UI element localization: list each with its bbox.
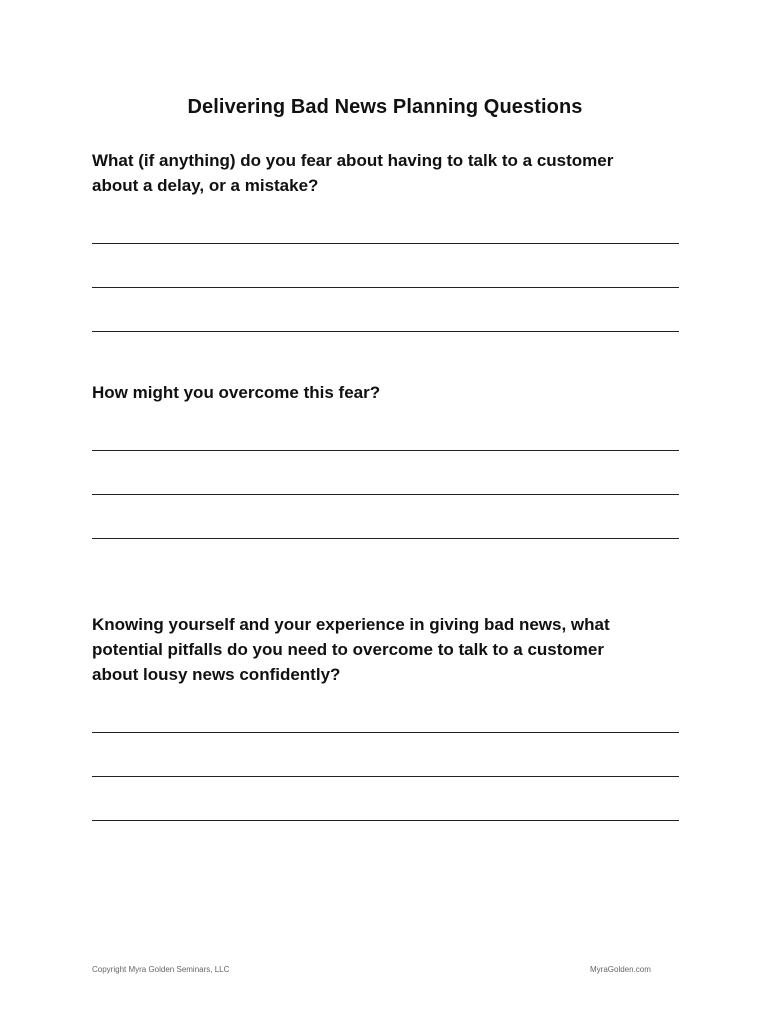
answer-line-2-1[interactable] xyxy=(92,450,679,451)
page-title: Delivering Bad News Planning Questions xyxy=(187,96,583,118)
answer-line-3-1[interactable] xyxy=(92,732,679,733)
answer-line-1-3[interactable] xyxy=(92,331,679,332)
question-2: How might you overcome this fear? xyxy=(92,383,381,402)
answer-line-2-2[interactable] xyxy=(92,494,679,495)
footer-copyright: Copyright Myra Golden Seminars, LLC xyxy=(92,965,230,974)
question-3: Knowing yourself and your experience in giving bad news, what potential pitfalls do you need to overcome to talk to a customer about lousy news confidently? xyxy=(92,615,610,684)
question-1: What (if anything) do you fear about having to talk to a customer about a delay, or a mistake? xyxy=(92,151,614,195)
answer-line-1-2[interactable] xyxy=(92,287,679,288)
footer-website: MyraGolden.com xyxy=(590,965,651,974)
answer-line-1-1[interactable] xyxy=(92,243,679,244)
answer-line-2-3[interactable] xyxy=(92,538,679,539)
answer-line-3-3[interactable] xyxy=(92,820,679,821)
answer-line-3-2[interactable] xyxy=(92,776,679,777)
